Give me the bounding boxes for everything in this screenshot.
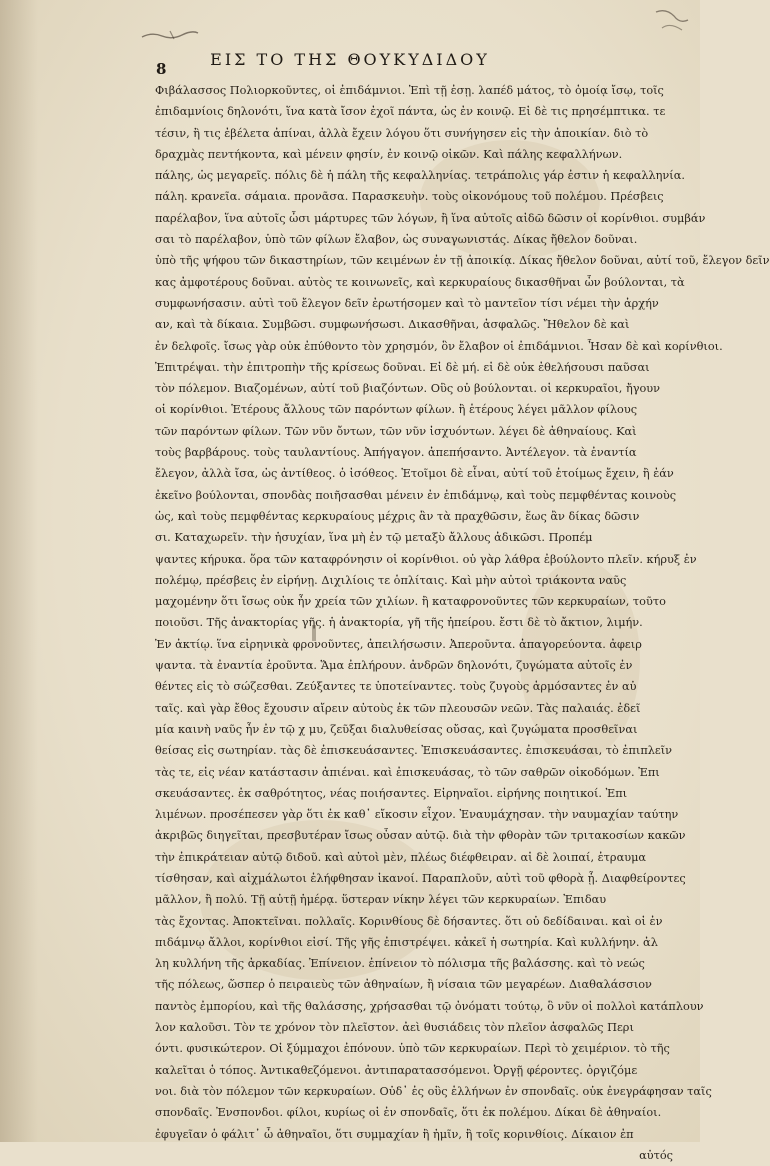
text-line: μᾶλλον, ἢ πολύ. Τῇ αὐτῇ ἡμέρᾳ. ὕστεραν νίκην λέγει τῶν κερκυραίων. Ἐπιδαυ	[155, 893, 607, 907]
commentary-text	[155, 80, 770, 1166]
text-line: τοὺς βαρβάρους. τοὺς ταυλαντίους. Ἀπήγαγον. ἀπεπήσαντο. Ἀντέλεγον. τὰ ἐναντία	[155, 446, 637, 460]
text-line: ψαντα. τὰ ἐναντία ἐροῦντα. Ἅμα ἐπλήρουν. ἀνδρῶν δηλονότι, ζυγώματα αὐτοῖς ἐν	[155, 659, 633, 673]
ink-mark-icon	[140, 28, 200, 42]
text-line: τὴν ἐπικράτειαν αὐτῷ διδοῦ. καὶ αὐτοὶ μὲν, πλέως διέφθειραν. αἱ δὲ λοιπαί, ἐτραυμα	[155, 850, 647, 864]
text-line: ἐκεῖνο βούλονται, σπονδὰς ποιῆσασθαι μένειν ἐν ἐπιδάμνῳ, καὶ τοὺς πεμφθέντας κοινοὺς	[155, 488, 677, 502]
text-line: ἐν δελφοῖς. ἴσως γὰρ οὐκ ἐπύθοντο τὸν χρησμόν, ὃν ἔλαβον οἱ ἐπιδάμνιοι. Ἦσαν δὲ καὶ κορίνθιοι.	[155, 339, 723, 353]
text-line: σαι τὸ παρέλαβον, ὑπὸ τῶν φίλων ἔλαβον, ὡς συναγωνιστάς. Δίκας ἤθελον δοῦναι.	[155, 233, 638, 247]
text-line: λον καλοῦσι. Τὸν τε χρόνον τὸν πλεῖστον. ἀεὶ θυσιάδεις τὸν πλεῖον ἀσφαλῶς Περι	[155, 1021, 634, 1035]
text-line: σπονδαῖς. Ἐνσπονδοι. φίλοι, κυρίως οἱ ἐν σπονδαῖς, ὅτι ἐκ πολέμου. Δίκαι δὲ ἀθηναίοι.	[155, 1106, 662, 1120]
text-line: τὰς τε, εἰς νέαν κατάστασιν ἀπιέναι. καὶ ἐπισκευάσας, τὸ τῶν σαθρῶν οἰκοδόμων. Ἐπι	[155, 765, 660, 779]
text-line: πολέμῳ, πρέσβεις ἐν εἰρήνῃ. Διχιλίοις τε ὁπλίταις. Καὶ μὴν αὐτοὶ τριάκοντα ναῦς	[155, 573, 627, 587]
text-line: παρέλαβον, ἵνα αὐτοῖς ὦσι μάρτυρες τῶν λόγων, ἢ ἵνα αὐτοῖς αἰδῶ δῶσιν οἱ κορίνθιοι. συμβάν	[155, 211, 706, 225]
text-line: ἔλεγον, ἀλλὰ ἴσα, ὡς ἀντίθεος. ὁ ἰσόθεος. Ἑτοῖμοι δὲ εἶναι, αὐτί τοῦ ἑτοίμως ἔχειν, ἢ ἐάν	[155, 467, 674, 481]
text-line: τῆς πόλεως, ὥσπερ ὁ πειραιεὺς τῶν ἀθηναίων, ἢ νίσαια τῶν μεγαρέων. Διαθαλάσσιον	[155, 978, 652, 992]
text-line: όντι. φυσικώτερον. Οἱ ξύμμαχοι ἐπόνουν. ὑπὸ τῶν κερκυραίων. Περὶ τὸ χειμέριον. τὸ τῆς	[155, 1042, 670, 1056]
text-line: θέντες εἰς τὸ σώζεσθαι. Ζεύξαντες τε ὑποτείναντες. τοὺς ζυγοὺς ἁρμόσαντες ἐν αὐ	[155, 680, 637, 694]
text-line: δραχμὰς πεντήκοντα, καὶ μένειν φησίν, ἐν κοινῷ οἰκῶν. Καὶ πάλης κεφαλλήνων.	[155, 147, 623, 161]
running-head: ΕΙΣ ΤΟ ΤΗΣ ΘΟΥΚΥΔΙΔΟΥ	[210, 50, 490, 69]
text-line: τὰς ἔχοντας. Ἀποκτεῖναι. πολλαῖς. Κορινθίους δὲ δήσαντες. ὅτι οὐ δεδίδαιναι. καὶ οἱ ἐν	[155, 914, 663, 928]
text-line: τέσιν, ἢ τις ἐβέλετα ἀπίναι, ἀλλὰ ἔχειν λόγου ὅτι συνήγησεν εἰς τὴν ἀποικίαν. διὸ τὸ	[155, 126, 649, 140]
text-line: μαχομένην ὅτι ἴσως οὐκ ἦν χρεία τῶν χιλίων. ἢ καταφρονοῦντες τῶν κερκυραίων, τοῦτο	[155, 595, 666, 609]
text-line: ὑπὸ τῆς ψήφου τῶν δικαστηρίων, τῶν κειμένων ἐν τῇ ἀποικίᾳ. Δίκας ἤθελον δοῦναι, αὐτί τοῦ, ἔλεγον δεῖν	[155, 254, 770, 268]
text-line: αν, καὶ τὰ δίκαια. Συμβῶσι. συμφωνήσωσι. Δικασθῆναι, ἀσφαλῶς. Ἤθελον δὲ καὶ	[155, 318, 630, 332]
text-line: κας ἀμφοτέρους δοῦναι. αὐτὸς τε κοινωνεῖς, καὶ κερκυραίους δικασθῆναι ὧν βούλονται, τὰ	[155, 275, 685, 289]
text-line: σι. Καταχωρεῖν. τὴν ἡσυχίαν, ἵνα μὴ ἐν τῷ μεταξὺ ἄλλους ἀδικῶσι. Προπέμ	[155, 531, 593, 545]
text-line: ἐπιδαμνίοις δηλονότι, ἵνα κατὰ ἴσον ἐχοῖ πάντα, ὡς ἐν κοινῷ. Εἰ δὲ τις πρησέμπτικα. τε	[155, 105, 666, 119]
text-line: μία καινὴ ναῦς ἦν ἐν τῷ χ μυ, ζεῦξαι διαλυθείσας οὔσας, καὶ ζυγώματα προσθεῖναι	[155, 722, 638, 736]
text-line: λη κυλλήνη τῆς ἀρκαδίας. Ἐπίνειον. ἐπίνειον τὸ πόλισμα τῆς βαλάσσης. καὶ τὸ νεώς	[155, 957, 645, 971]
text-line: πάλης, ὡς μεγαρεῖς. πόλις δὲ ἡ πάλη τῆς κεφαλληνίας. τετράπολις γάρ ἐστιν ἡ κεφαλληνία.	[155, 169, 685, 183]
ink-blot	[312, 625, 316, 641]
text-line: καλεῖται ὁ τόπος. Ἀντικαθεζόμενοι. ἀντιπαρατασσόμενοι. Ὀργῇ φέροντες. ὀργιζόμε	[155, 1063, 638, 1077]
text-line: ὡς, καὶ τοὺς πεμφθέντας κερκυραίους μέχρις ἂν τὰ πραχθῶσιν, ἕως ἂν δίκας δῶσιν	[155, 509, 640, 523]
text-line: αὐτός	[639, 1148, 673, 1162]
text-line: σκευάσαντες. ἐκ σαθρότητος, νέας ποιήσαντες. Εἰρηναῖοι. εἰρήνης ποιητικοί. Ἐπι	[155, 786, 628, 800]
text-line: ἀκριβῶς διηγεῖται, πρεσβυτέραν ἴσως οὖσαν αὐτῷ. διὰ τὴν φθορὰν τῶν τριτακοσίων κακῶν	[155, 829, 686, 843]
text-line: ποιοῦσι. Τῆς ἀνακτορίας γῆς. ἡ ἀνακτορία, γῆ τῆς ἠπείρου. ἔστι δὲ τὸ ἄκτιον, λιμήν.	[155, 616, 643, 630]
text-line: πάλη. κρανεῖα. σάμαια. προνᾶσα. Παρασκευὴν. τοὺς οἰκονόμους τοῦ πολέμου. Πρέσβεις	[155, 190, 664, 204]
text-line: ἐφυγεῖαν ὁ φάλιτ᾽ ὦ ἀθηναῖοι, ὅτι συμμαχίαν ἢ ἡμῖν, ἢ τοῖς κορινθίοις. Δίκαιον ἐπ	[155, 1127, 634, 1141]
text-line: Φιβάλασσος Πολιορκοῦντες, οἱ ἐπιδάμνιοι. Ἐπὶ τῇ ἐσῃ. λαπέδ μάτος, τὸ ὁμοίᾳ ἴσῳ, τοῖς	[155, 84, 664, 97]
text-line: παντὸς ἐμπορίου, καὶ τῆς θαλάσσης, χρήσασθαι τῷ ὀνόματι τούτῳ, ὃ νῦν οἱ πολλοὶ κατάπλουν	[155, 999, 704, 1013]
text-line: πιδάμνῳ ἄλλοι, κορίνθιοι εἰσί. Τῆς γῆς ἐπιστρέψει. κἀκεῖ ἡ σωτηρία. Καὶ κυλλήνην. ἀλ	[155, 935, 658, 949]
text-line: Ἐπιτρέψαι. τὴν ἐπιτροπὴν τῆς κρίσεως δοῦναι. Εἰ δὲ μή. εἰ δὲ οὐκ ἐθελήσουσι παῦσαι	[155, 360, 650, 374]
text-line: Ἐν ἀκτίῳ. ἵνα εἰρηνικὰ φρονοῦντες, ἀπειλήσωσιν. Ἀπεροῦντα. ἀπαγορεύοντα. ἀφειρ	[155, 637, 642, 651]
text-line: νοι. διὰ τὸν πόλεμον τῶν κερκυραίων. Οὐδ᾽ ἐς οὓς ἑλλήνων ἐν σπονδαῖς. οὐκ ἐνεγράφησαν ταῖς	[155, 1084, 712, 1098]
page-number: 8	[156, 60, 167, 78]
text-line: ψαντες κήρυκα. ὅρα τῶν καταφρόνησιν οἱ κορίνθιοι. οὐ γὰρ λάθρα ἐβούλοντο πλεῖν. κήρυξ ἐν	[155, 552, 697, 566]
text-line: τὸν πόλεμον. Βιαζομένων, αὐτί τοῦ βιαζόντων. Οὓς οὐ βούλονται. οἱ κερκυραῖοι, ἤγουν	[155, 382, 661, 396]
text-line: τῶν παρόντων φίλων. Τῶν νῦν ὄντων, τῶν νῦν ἰσχυόντων. λέγει δὲ ἀθηναίους. Καὶ	[155, 424, 637, 438]
text-line: λιμένων. προσέπεσεν γὰρ ὅτι ἐκ καθ᾽ εἴκοσιν εἶχον. Ἐναυμάχησαν. τὴν ναυμαχίαν ταύτην	[155, 808, 679, 822]
text-line: θείσας εἰς σωτηρίαν. τὰς δὲ ἐπισκευάσαντες. Ἐπισκευάσαντες. ἐπισκευάσαι, τὸ ἐπιπλεῖν	[155, 744, 673, 758]
corner-mark-icon	[652, 6, 692, 36]
text-line: τίσθησαν, καὶ αἰχμάλωτοι ἐλήφθησαν ἱκανοί. Παραπλοῦν, αὐτὶ τοῦ φθορὰ ᾗ. Διαφθείροντες	[155, 871, 686, 885]
text-line: οἱ κορίνθιοι. Ἑτέρους ἄλλους τῶν παρόντων φίλων. ἢ ἑτέρους λέγει μᾶλλον φίλους	[155, 403, 638, 417]
text-line: ταῖς. καὶ γὰρ ἔθος ἔχουσιν αἴρειν αὐτοὺς ἐκ τῶν πλεουσῶν νεῶν. Τὰς παλαιάς. ἐδεῖ	[155, 701, 641, 715]
text-line: συμφωνήσασιν. αὐτὶ τοῦ ἔλεγον δεῖν ἐρωτήσομεν καὶ τὸ μαντεῖον τίσι νέμει τὴν ἀρχήν	[155, 296, 659, 310]
binding-shadow	[0, 0, 38, 1142]
